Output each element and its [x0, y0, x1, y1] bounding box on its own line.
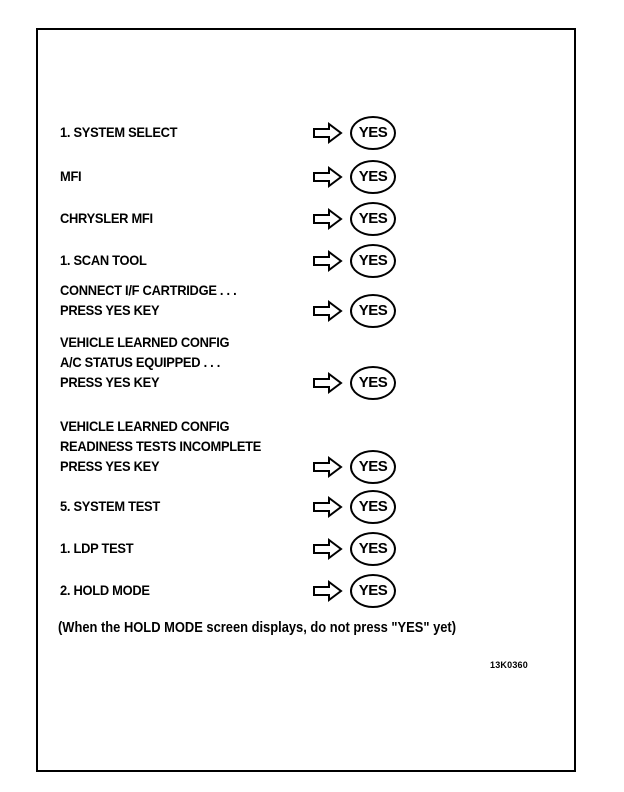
- step-line: 2. HOLD MODE: [60, 582, 150, 598]
- step-line: CHRYSLER MFI: [60, 210, 153, 226]
- step-line: READINESS TESTS INCOMPLETE: [60, 438, 262, 454]
- yes-key: YES: [350, 532, 396, 566]
- yes-key: YES: [350, 574, 396, 608]
- right-arrow-icon: [312, 580, 344, 602]
- step-line: PRESS YES KEY: [60, 374, 160, 390]
- yes-key: YES: [350, 294, 396, 328]
- step-line: A/C STATUS EQUIPPED . . .: [60, 354, 221, 370]
- procedure-step: [60, 312, 520, 392]
- yes-key: YES: [350, 366, 396, 400]
- procedure-step: [60, 520, 520, 600]
- yes-key: YES: [350, 244, 396, 278]
- step-line: PRESS YES KEY: [60, 302, 160, 318]
- procedure-step: [60, 240, 520, 320]
- step-line: CONNECT I/F CARTRIDGE . . .: [60, 282, 237, 298]
- step-line: VEHICLE LEARNED CONFIG: [60, 418, 230, 434]
- step-line: 1. SYSTEM SELECT: [60, 124, 178, 140]
- step-line: PRESS YES KEY: [60, 458, 160, 474]
- step-line: MFI: [60, 168, 82, 184]
- step-text: [60, 580, 290, 600]
- yes-key: YES: [350, 160, 396, 194]
- right-arrow-icon: [312, 372, 344, 394]
- step-line: 1. SCAN TOOL: [60, 252, 147, 268]
- yes-key: YES: [350, 116, 396, 150]
- yes-key: YES: [350, 490, 396, 524]
- procedure-note: (When the HOLD MODE screen displays, do not press "YES" yet): [58, 620, 457, 636]
- step-line: VEHICLE LEARNED CONFIG: [60, 334, 230, 350]
- figure-code: 13K0360: [490, 660, 528, 670]
- step-text: [60, 332, 290, 392]
- yes-key: YES: [350, 450, 396, 484]
- step-line: 5. SYSTEM TEST: [60, 498, 160, 514]
- step-line: 1. LDP TEST: [60, 540, 134, 556]
- yes-key: YES: [350, 202, 396, 236]
